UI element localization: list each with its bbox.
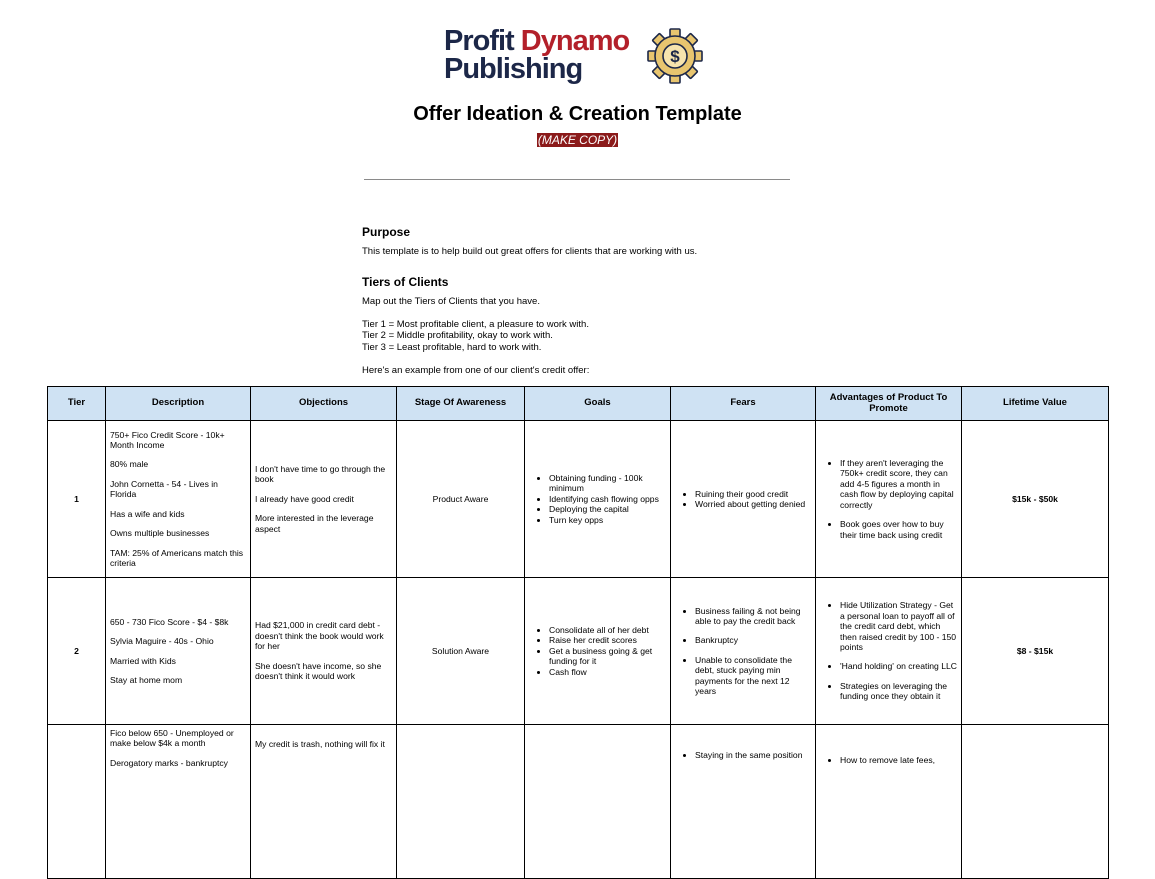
advantages-cell: • Hide Utilization Strategy - Get a personal loan to payoff all of the credit card debt, which then raised credit by 100 - 150 points • 'Hand holding' on creating LLC • Strategies on leveraging the funding once they obtain it — [816, 578, 962, 725]
purpose-heading: Purpose — [362, 225, 411, 239]
brand-logo — [444, 27, 704, 89]
tier-cell — [48, 725, 106, 879]
ltv-cell: $8 - $15k — [962, 578, 1109, 725]
objections-cell: I don't have time to go through the book I already have good credit More interested in the leverage aspect — [251, 421, 397, 578]
gear-dollar-icon — [646, 27, 704, 85]
fears-cell: • Business failing & not being able to pay the credit back • Bankruptcy • Unable to consolidate the debt, stuck paying min payments for the next 12 years — [671, 578, 816, 725]
page-title: Offer Ideation & Creation Template — [413, 103, 742, 125]
goals-cell — [525, 725, 671, 879]
table-row — [48, 578, 1109, 725]
table-row — [48, 421, 1109, 578]
logo-word-publishing: Publishing — [444, 53, 583, 85]
fears-cell: • Staying in the same position — [671, 725, 816, 879]
table-header-row — [48, 387, 1109, 421]
tiers-intro: Map out the Tiers of Clients that you have. — [362, 296, 540, 307]
stage-cell: Solution Aware — [397, 578, 525, 725]
description-cell: Fico below 650 - Unemployed or make below $4k a month Derogatory marks - bankruptcy — [106, 725, 251, 879]
advantages-cell: • How to remove late fees, — [816, 725, 962, 879]
header-tier: Tier — [48, 387, 106, 421]
fears-cell: • Ruining their good credit • Worried about getting denied — [671, 421, 816, 578]
goals-cell: • Obtaining funding - 100k minimum • Identifying cash flowing opps • Deploying the capital • Turn key opps — [525, 421, 671, 578]
table-row — [48, 725, 1109, 879]
client-tiers-table — [47, 386, 1109, 879]
header-objections: Objections — [251, 387, 397, 421]
divider — [364, 179, 790, 180]
stage-cell: Product Aware — [397, 421, 525, 578]
tier-cell: 1 — [48, 421, 106, 578]
tier-line: Tier 2 = Middle profitability, okay to work with. — [362, 330, 553, 341]
advantages-cell: • If they aren't leveraging the 750k+ credit score, they can add 4-5 figures a month in cash flow by deploying capital correctly • Book goes over how to buy their time back using credit — [816, 421, 962, 578]
logo-wordmark — [444, 27, 629, 83]
objections-cell: Had $21,000 in credit card debt - doesn't think the book would work for her She doesn't have income, so she doesn't think it would work — [251, 578, 397, 725]
purpose-text: This template is to help build out great offers for clients that are working with us. — [362, 246, 698, 257]
ltv-cell — [962, 725, 1109, 879]
stage-cell — [397, 725, 525, 879]
header-fears: Fears — [671, 387, 816, 421]
logo-word-profit: Profit — [444, 25, 514, 57]
tier-line: Tier 3 = Least profitable, hard to work with. — [362, 342, 542, 353]
header-description: Description — [106, 387, 251, 421]
make-copy-link[interactable]: (MAKE COPY) — [537, 133, 618, 147]
header-goals: Goals — [525, 387, 671, 421]
tier-line: Tier 1 = Most profitable client, a pleasure to work with. — [362, 319, 589, 330]
ltv-cell: $15k - $50k — [962, 421, 1109, 578]
description-cell: 650 - 730 Fico Score - $4 - $8k Sylvia Maguire - 40s - Ohio Married with Kids Stay at home mom — [106, 578, 251, 725]
header-ltv: Lifetime Value — [962, 387, 1109, 421]
tier-cell: 2 — [48, 578, 106, 725]
objections-cell: My credit is trash, nothing will fix it — [251, 725, 397, 879]
header-stage: Stage Of Awareness — [397, 387, 525, 421]
logo-word-dynamo: Dynamo — [520, 25, 630, 57]
svg-text:$: $ — [670, 47, 680, 66]
example-note: Here's an example from one of our client's credit offer: — [362, 365, 590, 376]
tiers-heading: Tiers of Clients — [362, 275, 449, 289]
header-advantages: Advantages of Product To Promote — [816, 387, 962, 421]
goals-cell: • Consolidate all of her debt • Raise her credit scores • Get a business going & get funding for it • Cash flow — [525, 578, 671, 725]
description-cell: 750+ Fico Credit Score - 10k+ Month Income 80% male John Cornetta - 54 - Lives in Florida Has a wife and kids Owns multiple businesses TAM: 25% of Americans match this criteria — [106, 421, 251, 578]
